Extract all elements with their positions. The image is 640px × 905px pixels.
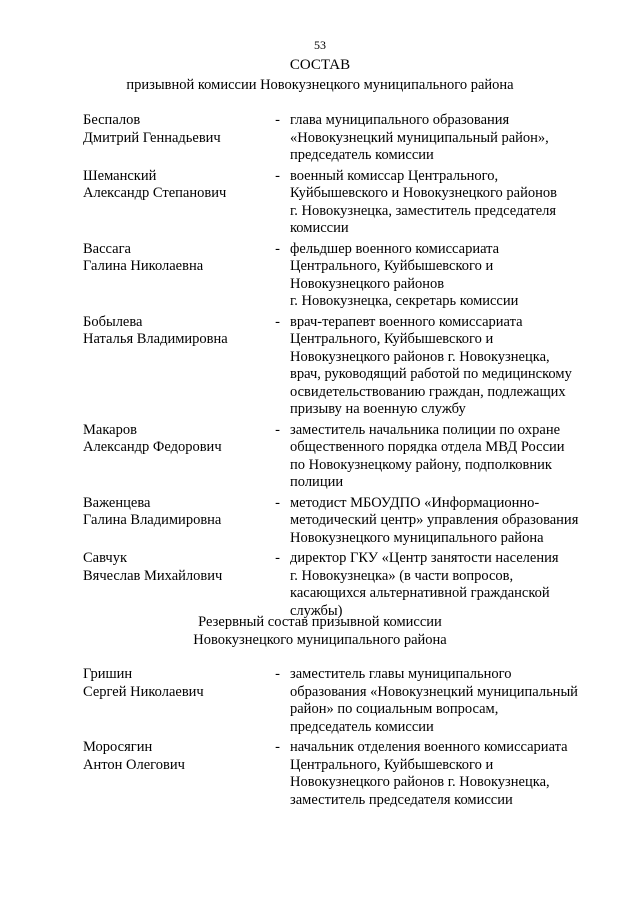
member-name	[83, 495, 263, 548]
member-role-line: образования «Новокузнецкий муниципальный	[290, 683, 578, 700]
member-role-line: директор ГКУ «Центр занятости населения	[290, 550, 559, 566]
member-dash: -	[275, 550, 280, 566]
member-role-line: Новокузнецкого районов	[290, 275, 445, 292]
member-role-line: методист МБОУДПО «Информационно-	[290, 494, 540, 511]
member-role-line: методический центр» управления образования	[290, 512, 579, 528]
member-role	[290, 314, 603, 419]
member-surname: Савчук	[83, 550, 127, 566]
member-role-line: полиции	[290, 474, 344, 490]
member-given-name: Вячеслав Михайлович	[83, 567, 223, 584]
member-role-line: Центрального, Куйбышевского и	[290, 331, 494, 347]
member-role-line: по Новокузнецкому району, подполковник	[290, 456, 552, 473]
member-surname: Вассага	[83, 240, 131, 257]
member-role	[290, 112, 603, 165]
member-role-line: Новокузнецкого муниципального района	[290, 529, 544, 546]
member-role	[290, 168, 603, 238]
member-role-line: комиссии	[290, 220, 349, 236]
member-role-line: председатель комиссии	[290, 147, 434, 163]
member-name	[83, 666, 263, 736]
member-entry	[83, 314, 603, 419]
reserve-title-line: Резервный состав призывной комиссии	[198, 614, 442, 630]
member-name	[83, 550, 263, 620]
member-role-line: военный комиссар Центрального,	[290, 167, 499, 184]
member-role-line: г. Новокузнецка, заместитель председателя	[290, 202, 557, 219]
member-given-name: Александр Федорович	[83, 439, 222, 455]
member-role-line: Куйбышевского и Новокузнецкого районов	[290, 185, 557, 201]
reserve-title-line: Новокузнецкого муниципального района	[193, 632, 447, 648]
member-role-line: призыву на военную службу	[290, 401, 466, 417]
member-role	[290, 739, 603, 809]
member-surname: Гришин	[83, 666, 133, 682]
member-dash: -	[275, 240, 280, 257]
member-dash: -	[275, 313, 280, 330]
member-name	[83, 314, 263, 419]
member-role-line: начальник отделения военного комиссариата	[290, 739, 568, 755]
member-name	[83, 422, 263, 492]
member-name	[83, 739, 263, 809]
member-surname: Бобылева	[83, 313, 143, 330]
member-role-line: председатель комиссии	[290, 718, 434, 735]
page-number: 53	[314, 38, 326, 52]
member-surname: Макаров	[83, 421, 137, 438]
reserve-members-list	[83, 666, 603, 812]
member-role-line: общественного порядка отдела МВД России	[290, 439, 565, 455]
member-entry	[83, 550, 603, 620]
member-dash: -	[275, 167, 280, 184]
member-dash: -	[275, 421, 280, 438]
member-role-line: фельдшер военного комиссариата	[290, 240, 500, 257]
member-surname: Моросягин	[83, 739, 153, 755]
member-role-line: службы)	[290, 602, 343, 619]
member-entry	[83, 739, 603, 809]
member-entry	[83, 112, 603, 165]
member-entry	[83, 241, 603, 311]
member-surname: Шеманский	[83, 167, 157, 184]
member-entry	[83, 168, 603, 238]
member-role-line: врач, руководящий работой по медицинскому	[290, 366, 572, 382]
member-given-name: Наталья Владимировна	[83, 331, 228, 347]
member-dash: -	[275, 494, 280, 511]
document-subtitle: призывной комиссии Новокузнецкого муниципального района	[126, 77, 514, 93]
member-role-line: г. Новокузнецка» (в части вопросов,	[290, 567, 514, 584]
member-role-line: район» по социальным вопросам,	[290, 701, 499, 717]
member-role-line: Центрального, Куйбышевского и	[290, 258, 494, 274]
member-surname: Важенцева	[83, 494, 151, 511]
members-list	[83, 112, 603, 623]
document-title: СОСТАВ	[289, 57, 351, 73]
member-name	[83, 112, 263, 165]
member-role-line: Новокузнецкого районов г. Новокузнецка,	[290, 774, 550, 790]
member-role-line: Центрального, Куйбышевского и	[290, 756, 494, 773]
member-role-line: Новокузнецкого районов г. Новокузнецка,	[290, 348, 550, 365]
member-entry	[83, 495, 603, 548]
member-role	[290, 495, 603, 548]
member-role	[290, 550, 603, 620]
member-entry	[83, 422, 603, 492]
member-given-name: Галина Владимировна	[83, 512, 222, 528]
member-given-name: Антон Олегович	[83, 756, 185, 773]
member-role-line: заместитель председателя комиссии	[290, 791, 513, 808]
member-surname: Беспалов	[83, 112, 141, 128]
member-given-name: Александр Степанович	[83, 185, 227, 201]
member-role	[290, 241, 603, 311]
member-given-name: Сергей Николаевич	[83, 683, 204, 700]
member-role-line: заместитель начальника полиции по охране	[290, 421, 561, 438]
member-role-line: освидетельствованию граждан, подлежащих	[290, 383, 566, 400]
member-name	[83, 241, 263, 311]
member-role-line: врач-терапевт военного комиссариата	[290, 313, 523, 330]
member-role-line: глава муниципального образования	[290, 112, 510, 128]
member-role-line: «Новокузнецкий муниципальный район»,	[290, 129, 549, 146]
member-dash: -	[275, 739, 280, 755]
member-given-name: Галина Николаевна	[83, 258, 204, 274]
member-role-line: касающихся альтернативной гражданской	[290, 585, 550, 601]
member-name	[83, 168, 263, 238]
member-dash: -	[275, 666, 280, 682]
member-given-name: Дмитрий Геннадьевич	[83, 129, 221, 146]
member-dash: -	[275, 112, 280, 128]
member-entry	[83, 666, 603, 736]
member-role-line: заместитель главы муниципального	[290, 666, 512, 682]
member-role	[290, 666, 603, 736]
member-role	[290, 422, 603, 492]
member-role-line: г. Новокузнецка, секретарь комиссии	[290, 293, 519, 309]
reserve-title	[0, 613, 640, 649]
